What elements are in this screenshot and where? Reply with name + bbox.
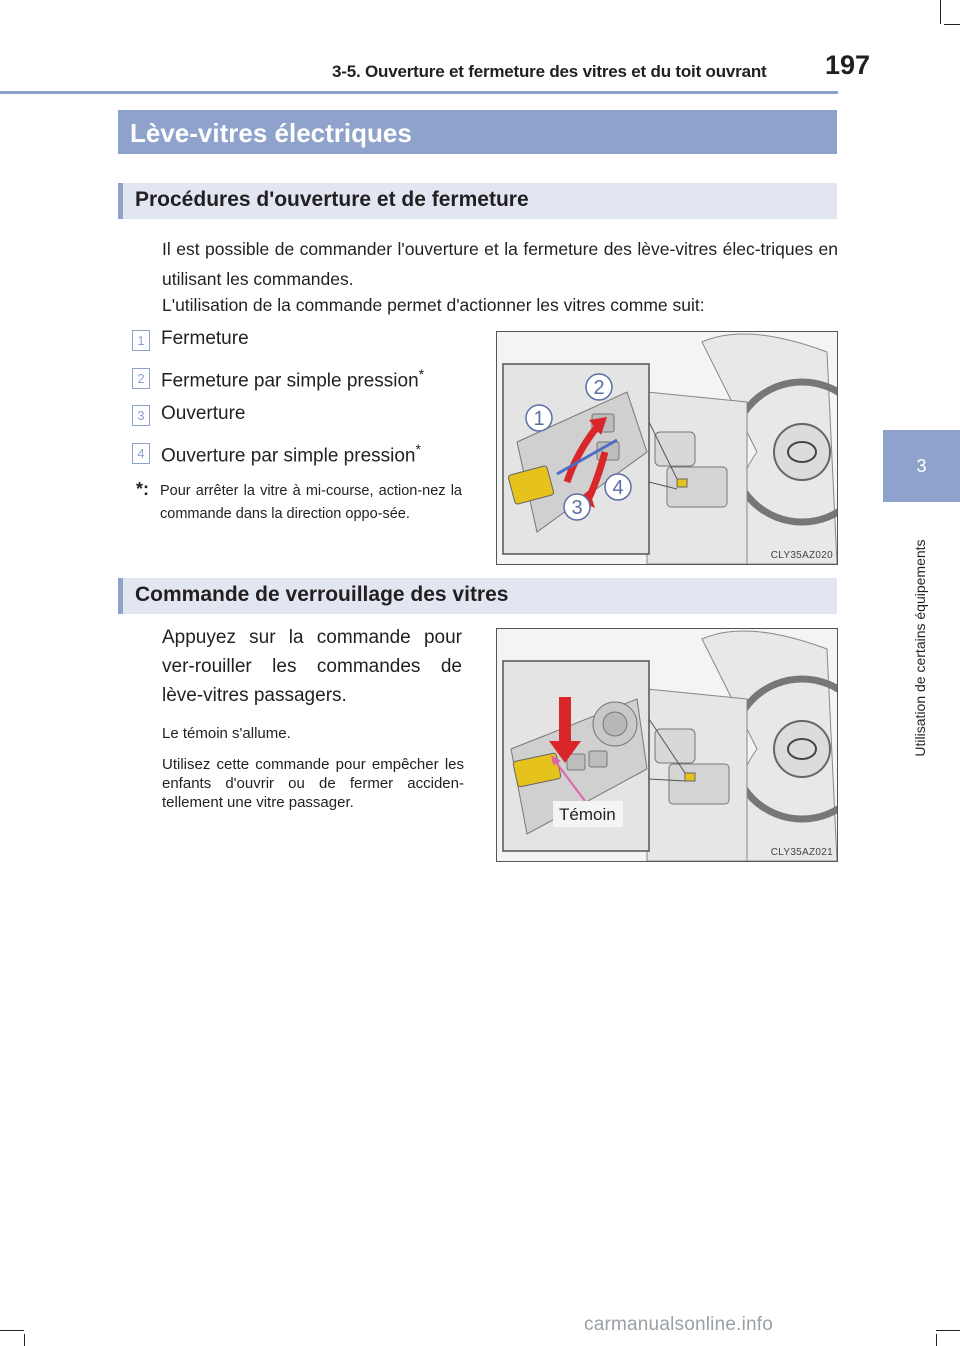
chapter-side-label <box>910 520 930 790</box>
lock-paragraph: Appuyez sur la commande pour ver-rouiller les commandes de lève-vitres passagers. <box>162 627 462 706</box>
step-number-badge: 2 <box>132 368 150 389</box>
crop-mark <box>936 1330 960 1331</box>
section-title: Lève-vitres électriques <box>130 118 412 148</box>
footnote-text: Pour arrêter la vitre à mi-course, action-nez la commande dans la direction oppo-sée. <box>160 483 462 522</box>
footnote-mark: *: <box>136 479 149 499</box>
step-text: Ouverture <box>161 403 246 424</box>
crop-mark <box>940 0 941 24</box>
step-text: Fermeture par simple pression <box>161 370 419 392</box>
step-number-badge: 1 <box>132 330 150 351</box>
crop-mark <box>936 1334 937 1346</box>
figure-window-switch <box>496 331 838 565</box>
lock-note-1: Le témoin s'allume. <box>162 725 291 742</box>
section-title-bar <box>118 110 837 154</box>
subsection-title-text: Commande de verrouillage des vitres <box>135 583 509 606</box>
callout-4: 4 <box>612 477 624 499</box>
footnote-star: * <box>415 441 421 457</box>
crop-mark <box>944 24 960 25</box>
intro-paragraph-1: Il est possible de commander l'ouverture et la fermeture des lève-vitres élec-triques en utilisant les commandes. <box>162 239 838 289</box>
watermark: carmanualsonline.info <box>584 1314 774 1335</box>
lock-note-2: Utilisez cette commande pour empêcher les enfants d'ouvrir ou de fermer acciden-tellement une vitre passager. <box>162 756 464 811</box>
intro-paragraph-2: L'utilisation de la commande permet d'actionner les vitres comme suit: <box>162 295 705 315</box>
chapter-label-text: Utilisation de certains équipements <box>912 539 928 757</box>
window-switch-illustration <box>497 332 837 564</box>
crop-mark <box>24 1334 25 1346</box>
step-text: Ouverture par simple pression <box>161 445 416 467</box>
lock-switch-illustration <box>497 629 837 861</box>
running-header: 3-5. Ouverture et fermeture des vitres et du toit ouvrant <box>332 62 767 81</box>
figure-code: CLY35AZ020 <box>770 550 833 561</box>
step-text-wrapper <box>161 441 421 467</box>
callout-3: 3 <box>571 497 583 519</box>
crop-mark <box>0 1330 24 1331</box>
figure-code: CLY35AZ021 <box>770 847 833 858</box>
callout-2: 2 <box>593 377 605 399</box>
subsection-title-text: Procédures d'ouverture et de fermeture <box>135 188 529 211</box>
step-text-wrapper <box>161 366 424 392</box>
step-text: Fermeture <box>161 328 249 349</box>
indicator-label: Témoin <box>559 805 616 824</box>
step-number-badge: 3 <box>132 405 150 426</box>
chapter-tab: 3 <box>883 430 960 502</box>
page-number: 197 <box>824 50 870 80</box>
figure-lock-switch <box>496 628 838 862</box>
step-number-badge: 4 <box>132 443 150 464</box>
subsection-title-lock <box>118 578 837 614</box>
header-rule <box>0 91 838 94</box>
callout-1: 1 <box>533 408 545 430</box>
footnote-star: * <box>418 366 425 382</box>
subsection-title-open-close <box>118 183 837 219</box>
